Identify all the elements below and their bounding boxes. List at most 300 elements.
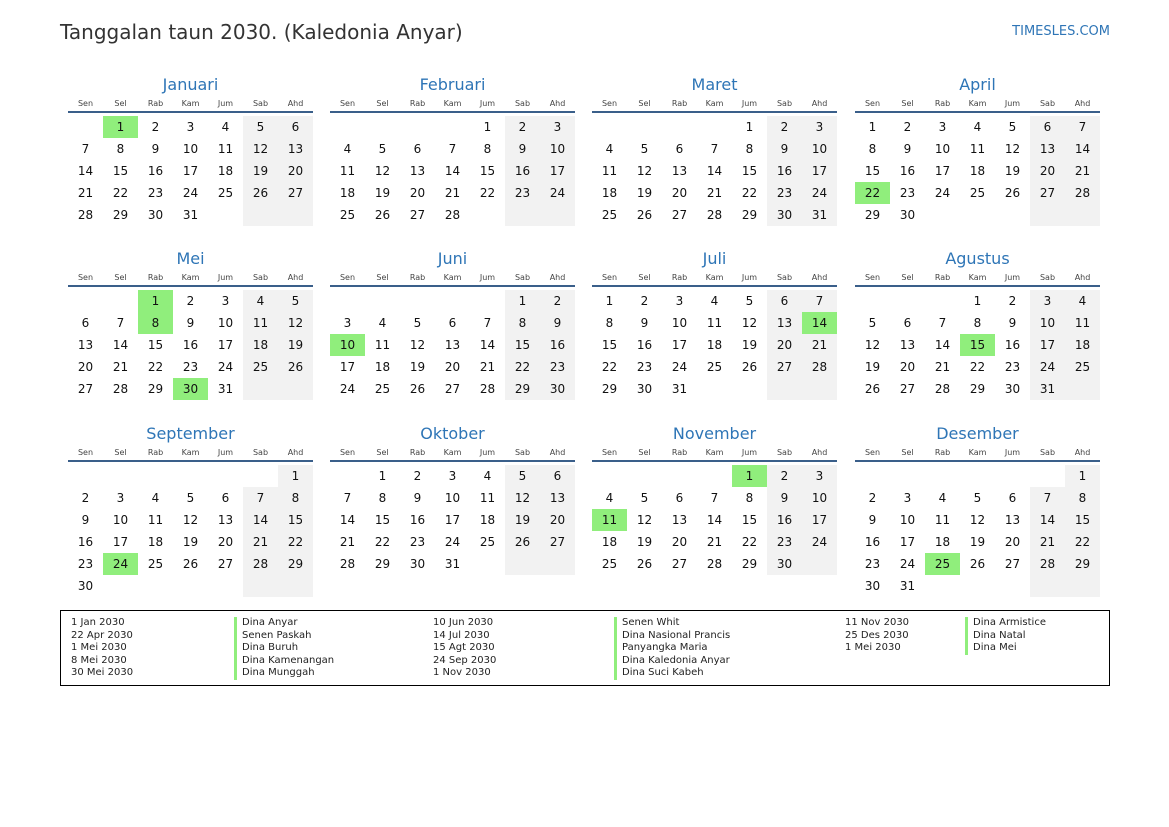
weekday-label: Ahd bbox=[1074, 273, 1091, 282]
holiday-date: 30 Mei 2030 bbox=[71, 667, 134, 678]
day-cell: 30 bbox=[864, 579, 881, 593]
holiday-date: 11 Nov 2030 bbox=[845, 617, 910, 628]
empty-day-cell bbox=[592, 116, 627, 138]
day-cell: 16 bbox=[899, 164, 916, 178]
day-cell: 29 bbox=[741, 208, 758, 222]
day-cell: 25 bbox=[969, 186, 986, 200]
weekday-label: Rab bbox=[409, 99, 426, 108]
day-cell: 22 bbox=[601, 360, 618, 374]
day-cell: 24 bbox=[339, 382, 356, 396]
day-grid bbox=[592, 462, 837, 575]
day-cell: 25 bbox=[1065, 356, 1100, 378]
empty-day-cell bbox=[627, 465, 662, 487]
day-cell: 8 bbox=[605, 316, 614, 330]
day-cell: 26 bbox=[636, 557, 653, 571]
day-cell: 22 bbox=[479, 186, 496, 200]
day-cell: 6 bbox=[221, 491, 230, 505]
day-cell: 22 bbox=[278, 531, 313, 553]
day-cell: 29 bbox=[112, 208, 129, 222]
empty-day-cell bbox=[365, 116, 400, 138]
day-cell: 13 bbox=[767, 312, 802, 334]
weekday-label: Sen bbox=[864, 448, 881, 457]
day-cell: 6 bbox=[903, 316, 912, 330]
day-cell: 3 bbox=[540, 116, 575, 138]
empty-day-cell bbox=[802, 553, 837, 575]
holiday-day-cell: 11 bbox=[592, 509, 627, 531]
day-cell: 17 bbox=[802, 160, 837, 182]
day-cell: 29 bbox=[147, 382, 164, 396]
day-cell: 23 bbox=[864, 557, 881, 571]
day-cell: 14 bbox=[706, 513, 723, 527]
day-cell: 4 bbox=[710, 294, 719, 308]
day-cell: 5 bbox=[413, 316, 422, 330]
day-cell: 17 bbox=[217, 338, 234, 352]
holiday-day-cell: 22 bbox=[855, 182, 890, 204]
day-cell: 17 bbox=[112, 535, 129, 549]
weekday-label: Sen bbox=[601, 273, 618, 282]
day-cell: 12 bbox=[243, 138, 278, 160]
day-cell: 16 bbox=[767, 160, 802, 182]
day-cell: 10 bbox=[112, 513, 129, 527]
day-cell: 10 bbox=[444, 491, 461, 505]
day-cell: 11 bbox=[147, 513, 164, 527]
day-cell: 28 bbox=[444, 208, 461, 222]
day-cell: 16 bbox=[505, 160, 540, 182]
month-name: Oktober bbox=[420, 424, 485, 443]
day-cell: 9 bbox=[540, 312, 575, 334]
empty-day-cell bbox=[697, 378, 732, 400]
weekday-header bbox=[330, 97, 575, 111]
day-cell: 19 bbox=[969, 535, 986, 549]
empty-day-cell bbox=[960, 465, 995, 487]
day-cell: 24 bbox=[934, 186, 951, 200]
holiday-date: 14 Jul 2030 bbox=[433, 629, 490, 641]
day-cell: 18 bbox=[601, 535, 618, 549]
empty-day-cell bbox=[243, 575, 278, 597]
day-cell: 4 bbox=[378, 316, 387, 330]
weekday-header bbox=[330, 271, 575, 285]
day-cell: 14 bbox=[444, 164, 461, 178]
day-cell: 4 bbox=[483, 469, 492, 483]
holiday-name: Dina Armistice bbox=[965, 617, 1046, 630]
weekday-label: Kam bbox=[181, 448, 200, 457]
empty-day-cell bbox=[470, 290, 505, 312]
weekday-label: Sab bbox=[514, 99, 531, 108]
day-cell: 2 bbox=[767, 116, 802, 138]
day-cell: 28 bbox=[339, 557, 356, 571]
day-cell: 13 bbox=[1030, 138, 1065, 160]
weekday-label: Sel bbox=[114, 273, 127, 282]
weekday-label: Sen bbox=[601, 448, 618, 457]
holiday-date: 22 Apr 2030 bbox=[71, 629, 133, 641]
holiday-day-cell: 8 bbox=[138, 312, 173, 334]
empty-day-cell bbox=[540, 204, 575, 226]
day-cell: 4 bbox=[151, 491, 160, 505]
day-cell: 2 bbox=[903, 120, 912, 134]
weekday-label: Sel bbox=[114, 448, 127, 457]
day-cell: 26 bbox=[374, 208, 391, 222]
weekday-label: Rab bbox=[671, 448, 688, 457]
day-cell: 14 bbox=[1030, 509, 1065, 531]
day-cell: 5 bbox=[745, 294, 754, 308]
empty-day-cell bbox=[68, 465, 103, 487]
day-cell: 22 bbox=[374, 535, 391, 549]
month-calendar bbox=[592, 74, 837, 226]
day-cell: 20 bbox=[1030, 160, 1065, 182]
day-cell: 10 bbox=[182, 142, 199, 156]
weekday-header bbox=[592, 97, 837, 111]
day-cell: 17 bbox=[540, 160, 575, 182]
day-cell: 15 bbox=[741, 164, 758, 178]
day-cell: 1 bbox=[1065, 465, 1100, 487]
day-cell: 27 bbox=[767, 356, 802, 378]
day-cell: 18 bbox=[243, 334, 278, 356]
day-cell: 18 bbox=[479, 513, 496, 527]
holiday-date: 1 Mei 2030 bbox=[845, 642, 901, 653]
day-cell: 11 bbox=[479, 491, 496, 505]
day-cell: 16 bbox=[77, 535, 94, 549]
day-cell: 1 bbox=[378, 469, 387, 483]
day-cell: 9 bbox=[81, 513, 90, 527]
day-cell: 8 bbox=[973, 316, 982, 330]
empty-day-cell bbox=[505, 553, 540, 575]
day-cell: 7 bbox=[343, 491, 352, 505]
day-cell: 10 bbox=[1030, 312, 1065, 334]
day-cell: 10 bbox=[934, 142, 951, 156]
day-cell: 27 bbox=[671, 557, 688, 571]
weekday-label: Sab bbox=[1039, 99, 1056, 108]
empty-day-cell bbox=[925, 204, 960, 226]
empty-day-cell bbox=[173, 465, 208, 487]
weekday-label: Kam bbox=[443, 99, 462, 108]
day-cell: 14 bbox=[706, 164, 723, 178]
month-name: November bbox=[672, 424, 757, 443]
day-cell: 9 bbox=[767, 487, 802, 509]
weekday-label: Sel bbox=[376, 448, 389, 457]
empty-day-cell bbox=[103, 465, 138, 487]
day-cell: 6 bbox=[413, 142, 422, 156]
day-cell: 30 bbox=[767, 553, 802, 575]
day-cell: 3 bbox=[938, 120, 947, 134]
day-cell: 7 bbox=[802, 290, 837, 312]
day-cell: 3 bbox=[186, 120, 195, 134]
day-cell: 18 bbox=[339, 186, 356, 200]
day-cell: 24 bbox=[444, 535, 461, 549]
day-cell: 22 bbox=[741, 186, 758, 200]
day-cell: 5 bbox=[868, 316, 877, 330]
day-cell: 6 bbox=[675, 491, 684, 505]
empty-day-cell bbox=[802, 378, 837, 400]
day-cell: 6 bbox=[675, 142, 684, 156]
weekday-label: Sab bbox=[252, 273, 269, 282]
day-grid bbox=[68, 113, 313, 226]
day-cell: 9 bbox=[151, 142, 160, 156]
holiday-day-cell: 15 bbox=[960, 334, 995, 356]
day-cell: 15 bbox=[374, 513, 391, 527]
day-cell: 16 bbox=[540, 334, 575, 356]
holiday-day-cell: 25 bbox=[925, 553, 960, 575]
day-cell: 15 bbox=[147, 338, 164, 352]
day-cell: 24 bbox=[802, 531, 837, 553]
day-grid bbox=[592, 113, 837, 226]
day-cell: 13 bbox=[671, 513, 688, 527]
day-cell: 9 bbox=[1008, 316, 1017, 330]
empty-day-cell bbox=[470, 553, 505, 575]
day-cell: 25 bbox=[374, 382, 391, 396]
empty-day-cell bbox=[278, 204, 313, 226]
day-cell: 8 bbox=[378, 491, 387, 505]
holiday-name: Dina Nasional Prancis bbox=[614, 630, 730, 643]
day-cell: 19 bbox=[741, 338, 758, 352]
weekday-label: Sel bbox=[376, 273, 389, 282]
weekday-label: Ahd bbox=[811, 99, 828, 108]
empty-day-cell bbox=[68, 290, 103, 312]
day-cell: 31 bbox=[802, 204, 837, 226]
day-cell: 3 bbox=[802, 116, 837, 138]
day-cell: 28 bbox=[479, 382, 496, 396]
day-cell: 29 bbox=[278, 553, 313, 575]
empty-day-cell bbox=[330, 465, 365, 487]
weekday-label: Jum bbox=[741, 273, 758, 282]
day-cell: 20 bbox=[899, 360, 916, 374]
month-calendar bbox=[855, 74, 1100, 226]
empty-day-cell bbox=[732, 378, 767, 400]
day-cell: 27 bbox=[899, 382, 916, 396]
day-cell: 30 bbox=[77, 579, 94, 593]
weekday-label: Jum bbox=[1004, 273, 1021, 282]
empty-day-cell bbox=[243, 465, 278, 487]
month-calendar bbox=[592, 248, 837, 400]
day-cell: 27 bbox=[278, 182, 313, 204]
day-cell: 21 bbox=[1065, 160, 1100, 182]
day-cell: 15 bbox=[505, 334, 540, 356]
day-cell: 15 bbox=[601, 338, 618, 352]
day-grid bbox=[68, 287, 313, 400]
weekday-label: Kam bbox=[968, 448, 987, 457]
day-cell: 3 bbox=[343, 316, 352, 330]
day-cell: 2 bbox=[151, 120, 160, 134]
day-cell: 2 bbox=[540, 290, 575, 312]
weekday-label: Kam bbox=[705, 273, 724, 282]
day-cell: 30 bbox=[409, 557, 426, 571]
day-cell: 20 bbox=[671, 535, 688, 549]
empty-day-cell bbox=[925, 575, 960, 597]
day-cell: 30 bbox=[636, 382, 653, 396]
day-cell: 29 bbox=[374, 557, 391, 571]
day-cell: 29 bbox=[741, 557, 758, 571]
day-cell: 10 bbox=[671, 316, 688, 330]
day-cell: 8 bbox=[868, 142, 877, 156]
day-cell: 26 bbox=[505, 531, 540, 553]
day-cell: 26 bbox=[409, 382, 426, 396]
day-cell: 4 bbox=[221, 120, 230, 134]
weekday-label: Sab bbox=[776, 448, 793, 457]
day-cell: 2 bbox=[186, 294, 195, 308]
weekday-label: Sen bbox=[77, 273, 94, 282]
day-cell: 10 bbox=[540, 138, 575, 160]
empty-day-cell bbox=[925, 465, 960, 487]
day-cell: 23 bbox=[636, 360, 653, 374]
holiday-date: 1 Jan 2030 bbox=[71, 617, 125, 628]
day-cell: 23 bbox=[147, 186, 164, 200]
day-cell: 20 bbox=[409, 186, 426, 200]
day-grid bbox=[68, 462, 313, 597]
day-cell: 20 bbox=[217, 535, 234, 549]
day-cell: 12 bbox=[636, 164, 653, 178]
day-cell: 6 bbox=[448, 316, 457, 330]
empty-day-cell bbox=[1065, 575, 1100, 597]
month-calendar bbox=[330, 74, 575, 226]
day-cell: 31 bbox=[444, 557, 461, 571]
day-cell: 6 bbox=[81, 316, 90, 330]
empty-day-cell bbox=[627, 116, 662, 138]
day-cell: 24 bbox=[802, 182, 837, 204]
day-cell: 8 bbox=[1065, 487, 1100, 509]
day-cell: 1 bbox=[745, 120, 754, 134]
day-cell: 3 bbox=[903, 491, 912, 505]
day-cell: 21 bbox=[112, 360, 129, 374]
day-cell: 17 bbox=[182, 164, 199, 178]
day-cell: 15 bbox=[1065, 509, 1100, 531]
day-cell: 22 bbox=[741, 535, 758, 549]
holiday-name-column bbox=[234, 617, 334, 680]
day-cell: 1 bbox=[505, 290, 540, 312]
weekday-label: Ahd bbox=[287, 273, 304, 282]
day-cell: 20 bbox=[540, 509, 575, 531]
day-cell: 24 bbox=[671, 360, 688, 374]
day-cell: 6 bbox=[1030, 116, 1065, 138]
day-cell: 27 bbox=[671, 208, 688, 222]
day-cell: 7 bbox=[710, 142, 719, 156]
month-calendar bbox=[68, 74, 313, 226]
day-cell: 21 bbox=[77, 186, 94, 200]
day-cell: 13 bbox=[1004, 513, 1021, 527]
day-cell: 21 bbox=[934, 360, 951, 374]
day-cell: 18 bbox=[1065, 334, 1100, 356]
day-cell: 21 bbox=[706, 535, 723, 549]
month-name: Agustus bbox=[945, 249, 1010, 268]
day-cell: 31 bbox=[217, 382, 234, 396]
weekday-label: Sel bbox=[376, 99, 389, 108]
weekday-label: Rab bbox=[934, 273, 951, 282]
empty-day-cell bbox=[890, 290, 925, 312]
day-cell: 28 bbox=[934, 382, 951, 396]
empty-day-cell bbox=[138, 575, 173, 597]
weekday-label: Ahd bbox=[1074, 448, 1091, 457]
weekday-label: Ahd bbox=[549, 273, 566, 282]
weekday-label: Ahd bbox=[287, 99, 304, 108]
holiday-date: 1 Nov 2030 bbox=[433, 667, 491, 678]
day-cell: 3 bbox=[1030, 290, 1065, 312]
day-cell: 11 bbox=[217, 142, 234, 156]
weekday-label: Sab bbox=[776, 273, 793, 282]
day-cell: 17 bbox=[339, 360, 356, 374]
day-cell: 28 bbox=[77, 208, 94, 222]
empty-day-cell bbox=[138, 465, 173, 487]
day-cell: 4 bbox=[938, 491, 947, 505]
empty-day-cell bbox=[1065, 204, 1100, 226]
site-link[interactable]: TIMESLES.COM bbox=[1012, 24, 1110, 39]
day-cell: 1 bbox=[973, 294, 982, 308]
day-cell: 19 bbox=[1004, 164, 1021, 178]
day-cell: 7 bbox=[81, 142, 90, 156]
day-cell: 26 bbox=[278, 356, 313, 378]
empty-day-cell bbox=[470, 204, 505, 226]
holiday-name: Dina Natal bbox=[965, 630, 1046, 643]
day-cell: 8 bbox=[745, 142, 754, 156]
day-cell: 14 bbox=[479, 338, 496, 352]
weekday-label: Jum bbox=[741, 448, 758, 457]
day-cell: 31 bbox=[182, 208, 199, 222]
month-calendar bbox=[330, 423, 575, 575]
day-cell: 28 bbox=[706, 208, 723, 222]
empty-day-cell bbox=[435, 290, 470, 312]
day-cell: 17 bbox=[899, 535, 916, 549]
day-cell: 17 bbox=[444, 513, 461, 527]
day-cell: 13 bbox=[278, 138, 313, 160]
holiday-name: Senen Whit bbox=[614, 617, 730, 630]
day-cell: 26 bbox=[182, 557, 199, 571]
month-name: April bbox=[959, 75, 996, 94]
day-cell: 3 bbox=[675, 294, 684, 308]
day-cell: 16 bbox=[182, 338, 199, 352]
holiday-name: Dina Anyar bbox=[234, 617, 334, 630]
empty-day-cell bbox=[278, 575, 313, 597]
day-cell: 30 bbox=[540, 378, 575, 400]
day-cell: 30 bbox=[1004, 382, 1021, 396]
day-cell: 28 bbox=[112, 382, 129, 396]
weekday-header bbox=[855, 97, 1100, 111]
day-cell: 25 bbox=[147, 557, 164, 571]
weekday-label: Sab bbox=[1039, 448, 1056, 457]
holiday-list bbox=[60, 610, 1110, 686]
weekday-header bbox=[855, 271, 1100, 285]
day-cell: 28 bbox=[1030, 553, 1065, 575]
weekday-label: Sel bbox=[638, 273, 651, 282]
day-cell: 5 bbox=[1008, 120, 1017, 134]
day-cell: 19 bbox=[409, 360, 426, 374]
day-cell: 5 bbox=[278, 290, 313, 312]
day-cell: 21 bbox=[802, 334, 837, 356]
empty-day-cell bbox=[890, 465, 925, 487]
day-cell: 14 bbox=[112, 338, 129, 352]
day-cell: 9 bbox=[767, 138, 802, 160]
empty-day-cell bbox=[960, 575, 995, 597]
weekday-label: Rab bbox=[147, 448, 164, 457]
day-cell: 11 bbox=[969, 142, 986, 156]
weekday-label: Ahd bbox=[287, 448, 304, 457]
empty-day-cell bbox=[592, 465, 627, 487]
day-cell: 19 bbox=[243, 160, 278, 182]
day-cell: 26 bbox=[969, 557, 986, 571]
day-cell: 23 bbox=[1004, 360, 1021, 374]
weekday-label: Jum bbox=[1004, 448, 1021, 457]
page-title: Tanggalan taun 2030. (Kaledonia Anyar) bbox=[60, 20, 463, 44]
day-cell: 2 bbox=[767, 465, 802, 487]
weekday-label: Sel bbox=[901, 448, 914, 457]
day-cell: 29 bbox=[505, 378, 540, 400]
empty-day-cell bbox=[767, 378, 802, 400]
day-cell: 22 bbox=[147, 360, 164, 374]
day-cell: 4 bbox=[1065, 290, 1100, 312]
weekday-label: Rab bbox=[934, 448, 951, 457]
day-cell: 18 bbox=[934, 535, 951, 549]
day-cell: 2 bbox=[1008, 294, 1017, 308]
day-cell: 20 bbox=[77, 360, 94, 374]
empty-day-cell bbox=[505, 204, 540, 226]
day-cell: 2 bbox=[640, 294, 649, 308]
holiday-name: Dina Munggah bbox=[234, 667, 334, 680]
